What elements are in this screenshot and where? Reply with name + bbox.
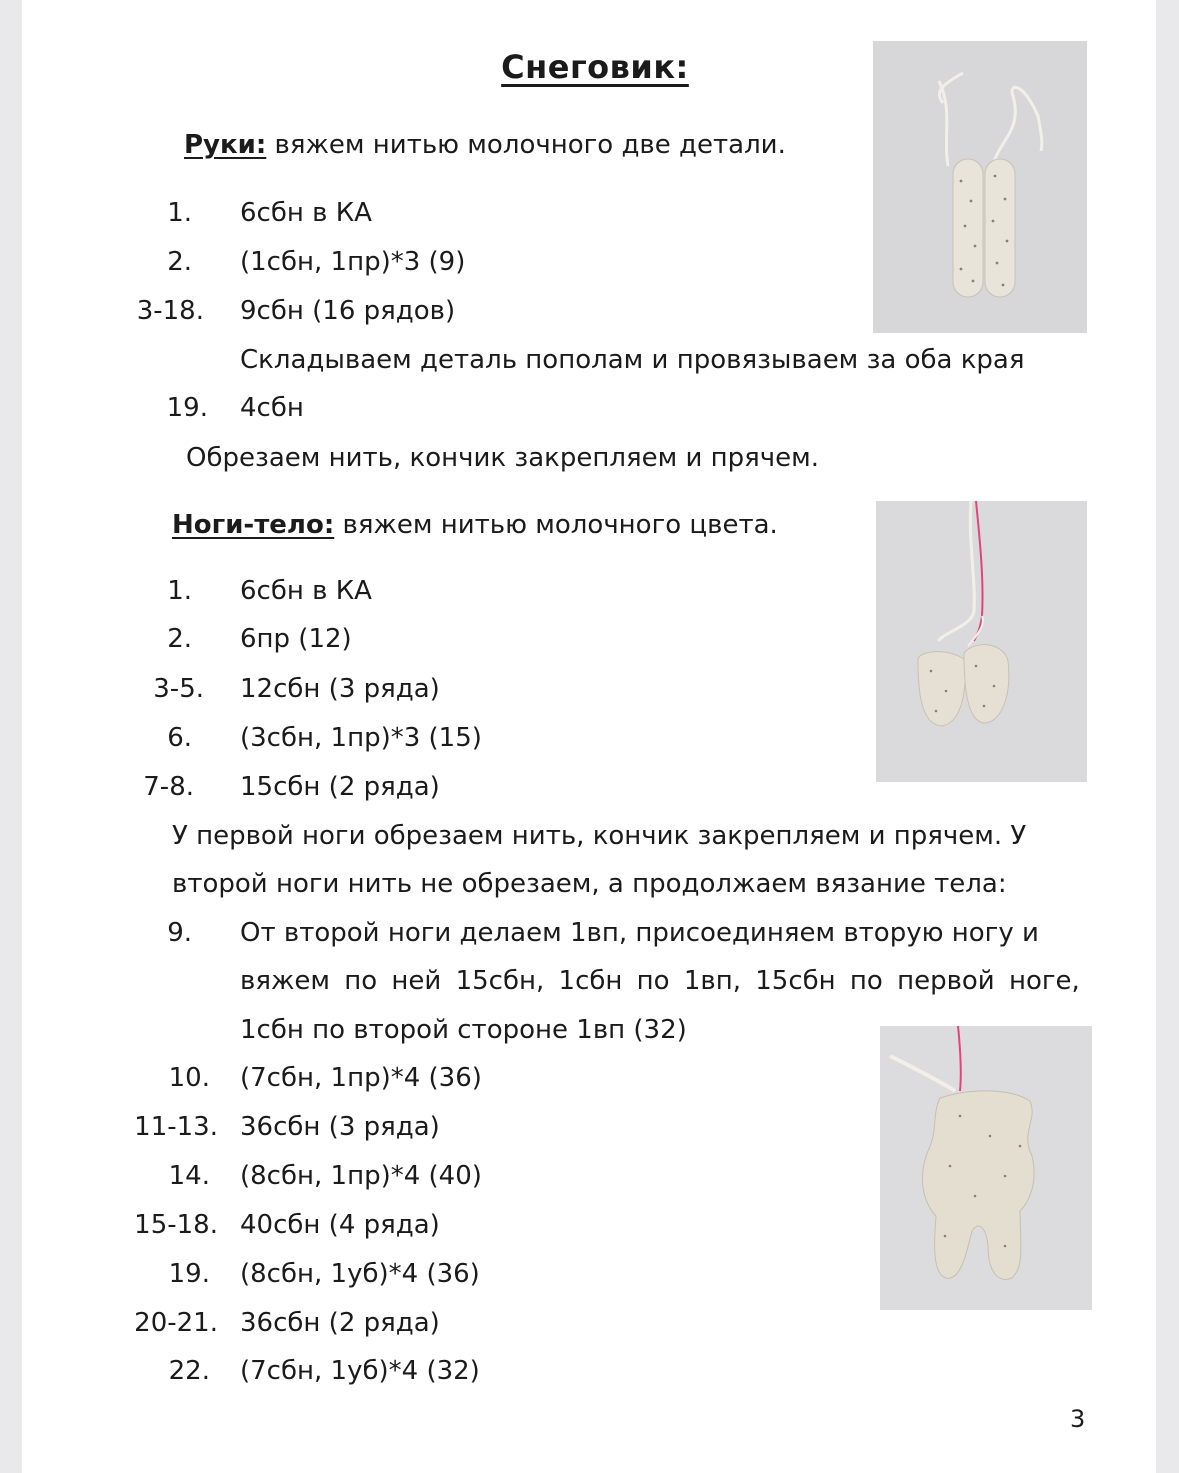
arms-photo — [873, 41, 1087, 333]
row-number: 22. — [168, 1356, 210, 1386]
legs-photo — [876, 501, 1087, 782]
row-text: 4сбн — [240, 393, 304, 423]
row-number: 9. — [167, 918, 192, 948]
row-text: (1сбн, 1пр)*3 (9) — [240, 247, 466, 277]
arms-intro-text: вяжем нитью молочного две детали. — [266, 130, 786, 160]
row-text: (7сбн, 1пр)*4 (36) — [240, 1063, 482, 1093]
page-number: 3 — [1070, 1405, 1086, 1433]
row-number: 3-5. — [153, 674, 204, 704]
legs-heading: Ноги-тело: — [172, 510, 335, 540]
body-photo-image — [880, 1026, 1092, 1310]
arms-heading: Руки: — [184, 130, 267, 160]
arms-finish-note: Обрезаем нить, кончик закрепляем и прячем. — [186, 443, 820, 473]
row-text: От второй ноги делаем 1вп, присоединяем вторую ногу и — [240, 918, 1039, 948]
row-number: 20-21. — [134, 1308, 218, 1338]
row-text: 15сбн (2 ряда) — [240, 772, 440, 802]
row-text: (3сбн, 1пр)*3 (15) — [240, 723, 482, 753]
page-title: Снеговик: — [501, 48, 689, 86]
row-number: 15-18. — [134, 1210, 218, 1240]
legs-note-line1: У первой ноги обрезаем нить, кончик закрепляем и прячем. У — [172, 821, 1027, 851]
row-number: 2. — [167, 247, 192, 277]
row-number: 1. — [167, 576, 192, 606]
row-number: 19. — [166, 393, 208, 423]
row-text: 6пр (12) — [240, 624, 352, 654]
row-text: вяжем по ней 15сбн, 1сбн по 1вп, 15сбн по первой ноге, — [240, 966, 1080, 996]
row-text: (7сбн, 1уб)*4 (32) — [240, 1356, 480, 1386]
row-number: 11-13. — [134, 1112, 218, 1142]
row-number: 14. — [168, 1161, 210, 1191]
row-number: 2. — [167, 624, 192, 654]
arms-fold-note: Складываем деталь пополам и провязываем за оба края — [240, 345, 1025, 375]
row-number: 7-8. — [143, 772, 194, 802]
legs-note-line2: второй ноги нить не обрезаем, а продолжаем вязание тела: — [172, 869, 1007, 899]
row-text: 1сбн по второй стороне 1вп (32) — [240, 1015, 687, 1045]
row-text: 36сбн (2 ряда) — [240, 1308, 440, 1338]
body-photo — [880, 1026, 1092, 1310]
row-number: 19. — [168, 1259, 210, 1289]
row-text: 9сбн (16 рядов) — [240, 296, 456, 326]
row-text: 6сбн в КА — [240, 198, 372, 228]
legs-photo-image — [876, 501, 1087, 782]
row-text: 12сбн (3 ряда) — [240, 674, 440, 704]
row-text: 40сбн (4 ряда) — [240, 1210, 440, 1240]
row-number: 3-18. — [136, 296, 204, 326]
legs-intro — [172, 508, 778, 542]
row-number: 10. — [168, 1063, 210, 1093]
legs-intro-text: вяжем нитью молочного цвета. — [334, 510, 778, 540]
row-number: 6. — [167, 723, 192, 753]
row-text: (8сбн, 1пр)*4 (40) — [240, 1161, 482, 1191]
row-text: 6сбн в КА — [240, 576, 372, 606]
arms-intro — [184, 128, 786, 162]
row-text: 36сбн (3 ряда) — [240, 1112, 440, 1142]
row-number: 1. — [167, 198, 192, 228]
row-text: (8сбн, 1уб)*4 (36) — [240, 1259, 480, 1289]
arms-photo-image — [873, 41, 1087, 333]
